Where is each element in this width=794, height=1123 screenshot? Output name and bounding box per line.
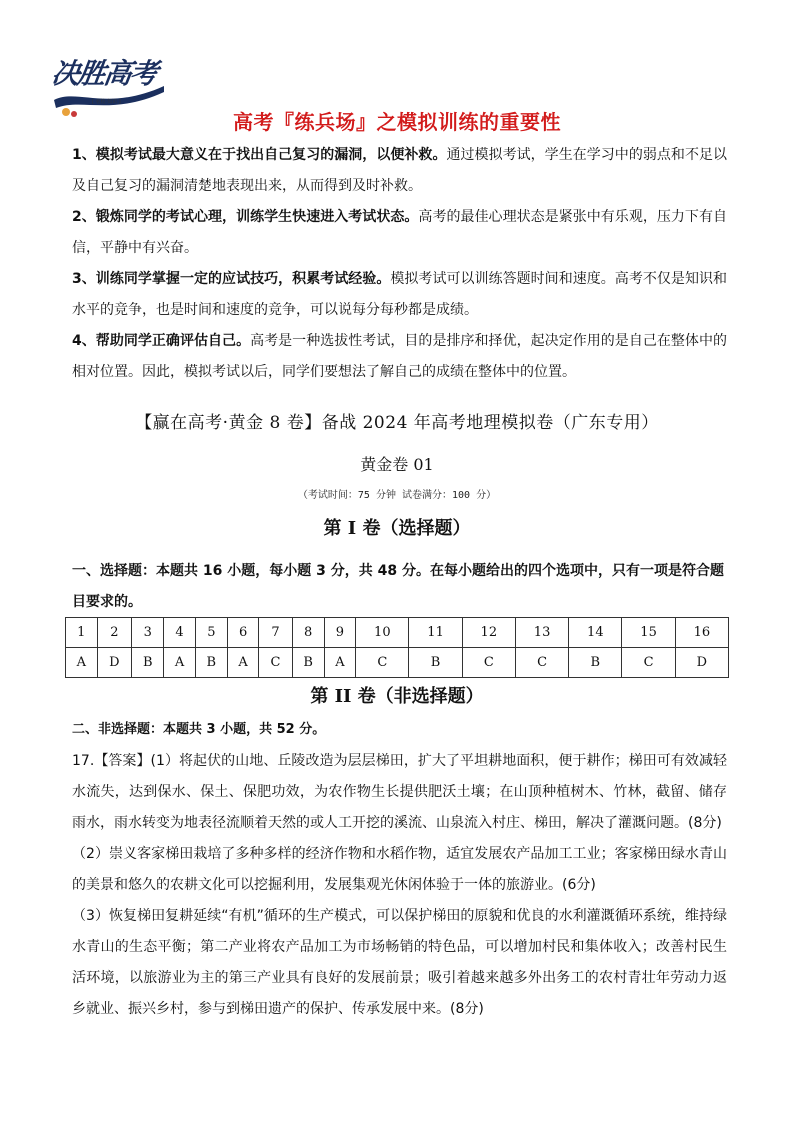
paper-subtitle: 黄金卷 01 xyxy=(360,455,434,474)
question-number: 4 xyxy=(164,618,196,648)
question-number: 8 xyxy=(292,618,324,648)
question-number: 5 xyxy=(195,618,227,648)
answer-letter: B xyxy=(132,648,164,678)
intro-item xyxy=(72,140,727,202)
answer-table xyxy=(65,617,729,678)
question-number: 13 xyxy=(515,618,568,648)
answer-letter: C xyxy=(622,648,675,678)
answer-letter: B xyxy=(409,648,462,678)
intro-item-text: 模拟考试可以训练答题时间和速度。高考不仅是知识和水平的竞争，也是时间和速度的竞争，可以说每分每秒都是成绩。 xyxy=(72,271,727,318)
intro-item-bold: 1、模拟考试最大意义在于找出自己复习的漏洞，以便补救。 xyxy=(72,147,447,163)
question-number: 14 xyxy=(569,618,622,648)
question-number: 9 xyxy=(324,618,356,648)
answer-letter: D xyxy=(97,648,132,678)
answer-letter: C xyxy=(259,648,292,678)
section-1-instruction: 一、选择题：本题共 16 小题，每小题 3 分，共 48 分。在每小题给出的四个选项中，只有一项是符合题目要求的。 xyxy=(72,563,724,610)
answer-letter: A xyxy=(66,648,98,678)
answer-letter: B xyxy=(292,648,324,678)
question-number: 7 xyxy=(259,618,292,648)
question-number: 3 xyxy=(132,618,164,648)
intro-item xyxy=(72,202,727,264)
question-number: 12 xyxy=(462,618,515,648)
intro-item-bold: 3、训练同学掌握一定的应试技巧，积累考试经验。 xyxy=(72,271,391,287)
section-2-instruction: 二、非选择题：本题共 3 小题，共 52 分。 xyxy=(72,722,326,737)
exam-info: （考试时间：75 分钟 试卷满分：100 分） xyxy=(297,490,497,501)
answer-table-numbers-row xyxy=(66,618,729,648)
logo-text: 决胜高考 xyxy=(49,57,159,90)
intro-item-bold: 2、锻炼同学的考试心理，训练学生快速进入考试状态。 xyxy=(72,209,419,225)
question-number: 10 xyxy=(356,618,409,648)
answer-paragraph: 17.【答案】(1）将起伏的山地、丘陵改造为层层梯田，扩大了平坦耕地面积，便于耕作；梯田可有效减轻水流失，达到保水、保土、保肥功效，为农作物生长提供肥沃土壤；在山顶种植树木、竹林，截留、储存雨水，雨水转变为地表径流顺着天然的或人工开挖的溪流、山泉流入村庄、梯田，解决了灌溉问题。(8分) xyxy=(72,753,727,831)
question-number: 1 xyxy=(66,618,98,648)
intro-item xyxy=(72,326,727,388)
answer-letter: C xyxy=(356,648,409,678)
answer-paragraph: （3）恢复梯田复耕延续“有机”循环的生产模式，可以保护梯田的原貌和优良的水利灌溉循环系统，维持绿水青山的生态平衡；第二产业将农产品加工为市场畅销的特色品，可以增加村民和集体收入；改善村民生活环境，以旅游业为主的第三产业具有良好的发展前景；吸引着越来越多外出务工的农村青壮年劳动力返乡就业、振兴乡村，参与到梯田遗产的保护、传承发展中来。(8分) xyxy=(72,908,727,1017)
question-number: 16 xyxy=(675,618,728,648)
question-number: 15 xyxy=(622,618,675,648)
intro-item-text: 高考的最佳心理状态是紧张中有乐观，压力下有自信，平静中有兴奋。 xyxy=(72,209,727,256)
paper-title: 【赢在高考·黄金 8 卷】备战 2024 年高考地理模拟卷（广东专用） xyxy=(135,413,659,433)
question-number: 2 xyxy=(97,618,132,648)
answer-letter: B xyxy=(195,648,227,678)
volume-2-title: 第 II 卷（非选择题） xyxy=(310,686,484,707)
answer-letter: A xyxy=(227,648,259,678)
question-number: 6 xyxy=(227,618,259,648)
answer-letter: B xyxy=(569,648,622,678)
answer-letter: D xyxy=(675,648,728,678)
question-number: 11 xyxy=(409,618,462,648)
answer-letter: A xyxy=(164,648,196,678)
intro-item-text: 高考是一种选拔性考试，目的是排序和择优，起决定作用的是自己在整体中的相对位置。因此，模拟考试以后，同学们要想法了解自己的成绩在整体中的位置。 xyxy=(72,333,727,380)
answer-letter: C xyxy=(515,648,568,678)
intro-item-text: 通过模拟考试，学生在学习中的弱点和不足以及自己复习的漏洞清楚地表现出来，从而得到及时补救。 xyxy=(72,147,727,194)
intro-item-bold: 4、帮助同学正确评估自己。 xyxy=(72,333,251,349)
answer-table-answers-row xyxy=(66,648,729,678)
answer-letter: C xyxy=(462,648,515,678)
volume-1-title: 第 I 卷（选择题） xyxy=(323,518,471,539)
page-header-title: 高考『练兵场』之模拟训练的重要性 xyxy=(233,110,561,134)
intro-section xyxy=(72,140,727,388)
answer-paragraph: （2）崇义客家梯田栽培了多种多样的经济作物和水稻作物，适宜发展农产品加工工业；客家梯田绿水青山的美景和悠久的农耕文化可以挖掘利用，发展集观光休闲体验于一体的旅游业。(6分) xyxy=(72,846,727,893)
logo-subtitle: [ 名校·知识 ] xyxy=(92,99,121,105)
intro-item xyxy=(72,264,727,326)
answer-17 xyxy=(72,746,727,1025)
answer-letter: A xyxy=(324,648,356,678)
